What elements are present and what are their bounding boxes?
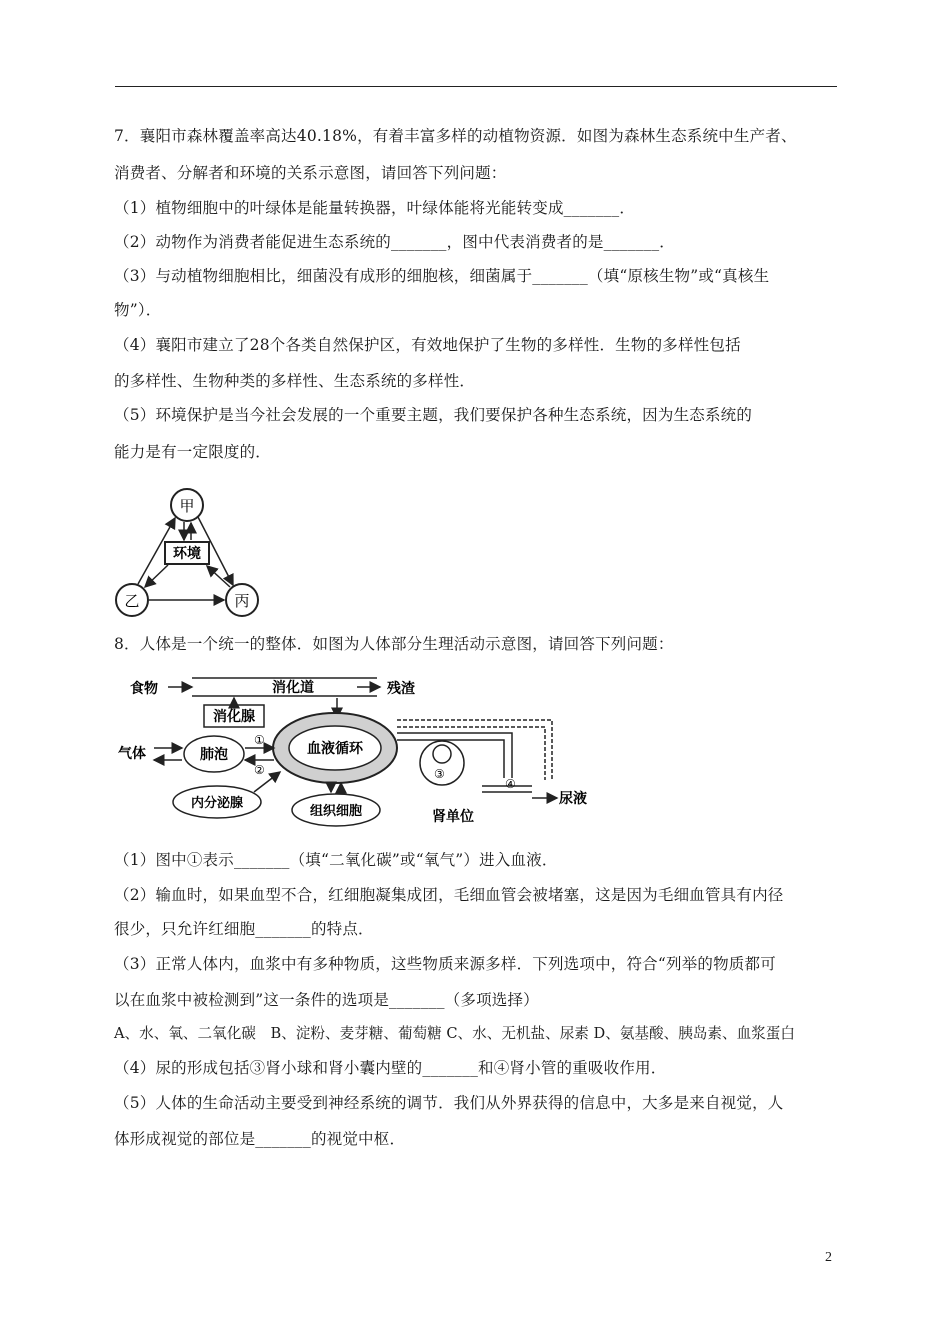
q7-part4-line2: 的多样性、生物种类的多样性、生态系统的多样性． <box>114 372 476 390</box>
nephron-label: 肾单位 <box>432 809 474 825</box>
q7-part5-line2: 能力是有一定限度的． <box>114 443 272 461</box>
q8-part2-line1: （2）输血时，如果血型不合，红细胞凝集成团，毛细血管会被堵塞，这是因为毛细血管具有内径 <box>114 886 784 904</box>
q7-part4-line1: （4）襄阳市建立了28个各类自然保护区，有效地保护了生物的多样性．生物的多样性包括 <box>114 336 741 354</box>
jia-label: 甲 <box>179 497 195 515</box>
marker-4: ④ <box>505 777 516 791</box>
q8-part2-line2: 很少，只允许红细胞_______的特点． <box>114 920 374 938</box>
bing-label: 丙 <box>234 592 250 610</box>
q8-part4: （4）尿的形成包括③肾小球和肾小囊内壁的_______和④肾小管的重吸收作用． <box>114 1059 667 1077</box>
residue-label: 残渣 <box>387 681 415 697</box>
gas-label: 气体 <box>118 746 146 762</box>
ecosystem-diagram <box>112 480 262 620</box>
q7-part1: （1）植物细胞中的叶绿体是能量转换器，叶绿体能将光能转变成_______． <box>114 199 636 217</box>
q8-part1: （1）图中①表示_______（填“二氧化碳”或“氧气”）进入血液． <box>114 851 558 869</box>
environment-label: 环境 <box>173 546 201 562</box>
q8-part3-line1: （3）正常人体内，血浆中有多种物质，这些物质来源多样．下列选项中，符合“列举的物质都可 <box>114 955 776 973</box>
human-physiology-diagram <box>112 668 587 838</box>
header-rule <box>115 86 837 87</box>
page-number: 2 <box>825 1250 832 1265</box>
q7-intro-line1: 7．襄阳市森林覆盖率高达40.18%，有着丰富多样的动植物资源．如图为森林生态系统中生产者、 <box>114 127 797 145</box>
q7-part3-line2: 物”）． <box>114 301 162 319</box>
circulation-label: 血液循环 <box>307 741 363 757</box>
tissue-label: 组织细胞 <box>309 804 363 819</box>
marker-3: ③ <box>434 767 445 781</box>
tract-label: 消化道 <box>272 680 314 696</box>
q8-part3-line2: 以在血浆中被检测到”这一条件的选项是_______（多项选择） <box>114 991 539 1009</box>
q8-options: A、水、氧、二氧化碳 B、淀粉、麦芽糖、葡萄糖 C、水、无机盐、尿素 D、氨基酸、胰岛素、血浆蛋白 <box>114 1025 795 1042</box>
urine-label: 尿液 <box>559 791 587 807</box>
alveoli-label: 肺泡 <box>200 747 228 763</box>
q8-part5-line2: 体形成视觉的部位是_______的视觉中枢． <box>114 1130 406 1148</box>
q7-intro-line2: 消费者、分解者和环境的关系示意图，请回答下列问题： <box>114 164 507 182</box>
endocrine-label: 内分泌腺 <box>190 796 244 811</box>
food-label: 食物 <box>130 681 158 697</box>
q8-part5-line1: （5）人体的生命活动主要受到神经系统的调节．我们从外界获得的信息中，大多是来自视觉，人 <box>114 1094 784 1112</box>
marker-1: ① <box>254 733 265 747</box>
q8-intro: 8．人体是一个统一的整体．如图为人体部分生理活动示意图，请回答下列问题： <box>114 635 674 653</box>
gland-label: 消化腺 <box>213 709 255 725</box>
q7-part2: （2）动物作为消费者能促进生态系统的_______，图中代表消费者的是_______． <box>114 233 675 251</box>
q7-part3-line1: （3）与动植物细胞相比，细菌没有成形的细胞核，细菌属于_______（填“原核生物”或“真核生 <box>114 267 770 285</box>
marker-2: ② <box>254 763 265 777</box>
yi-label: 乙 <box>124 592 140 610</box>
q7-part5-line1: （5）环境保护是当今社会发展的一个重要主题，我们要保护各种生态系统，因为生态系统的 <box>114 406 753 424</box>
